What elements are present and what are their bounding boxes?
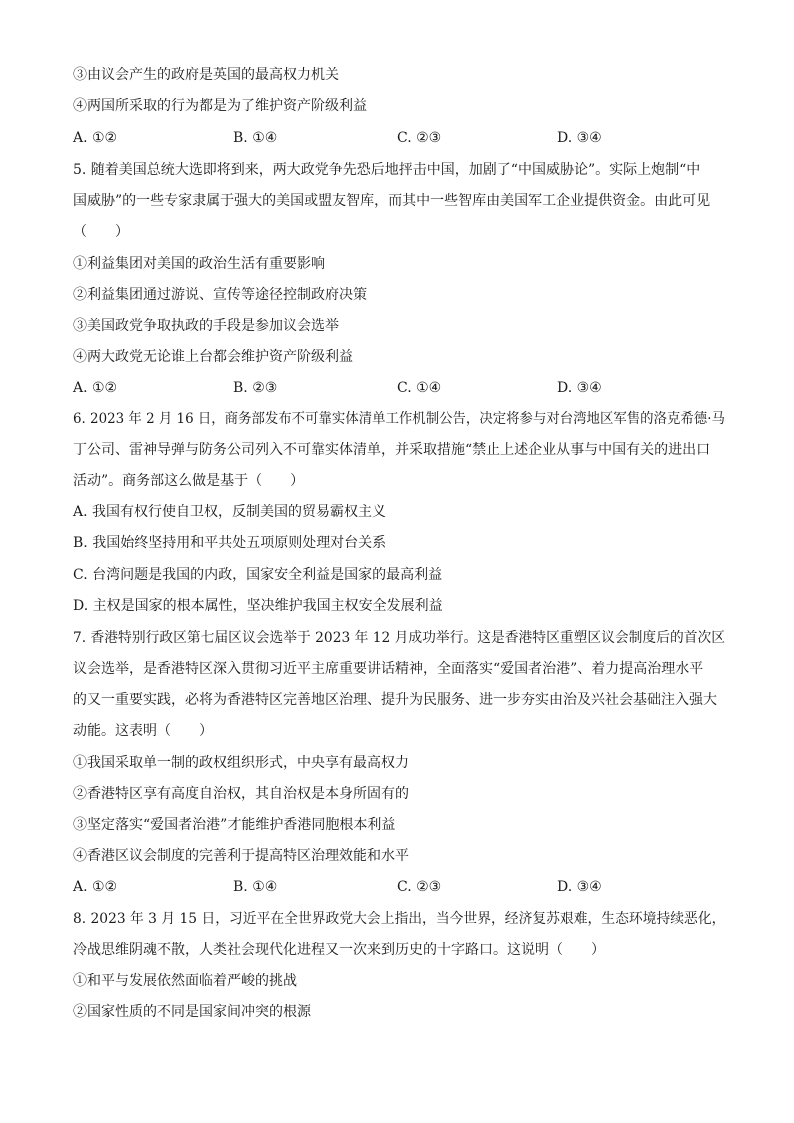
q7-option-c[interactable]: C. ②③ [397, 879, 442, 895]
q5-option-d[interactable]: D. ③④ [557, 380, 602, 396]
q7-item-4: ④香港区议会制度的完善利于提高特区治理效能和水平 [73, 848, 409, 864]
q7-stem-line-3: 的又一重要实践，必将为香港特区完善地区治理、提升为民服务、进一步夯实由治及兴社会基础注入强大 [73, 692, 717, 708]
q7-option-a[interactable]: A. ①② [73, 879, 118, 895]
q7-option-b[interactable]: B. ①④ [233, 879, 278, 895]
q6-stem-line-3: 活动”。商务部这么做是基于（ ） [73, 473, 305, 489]
q7-option-d[interactable]: D. ③④ [557, 879, 602, 895]
q7-item-1: ①我国采取单一制的政权组织形式，中央享有最高权力 [73, 755, 409, 771]
q5-stem-line-1: 5. 随着美国总统大选即将到来，两大政党争先恐后地抨击中国，加剧了“中国威胁论”。实际上炮制“中 [73, 162, 701, 178]
q5-item-2: ②利益集团通过游说、宣传等途径控制政府决策 [73, 287, 367, 303]
q8-stem-line-1: 8. 2023 年 3 月 15 日，习近平在全世界政党大会上指出，当今世界，经济复苏艰难，生态环境持续恶化， [73, 911, 726, 927]
q5-stem-line-2: 国威胁”的一些专家隶属于强大的美国或盟友智库，而其中一些智库由美国军工企业提供资金。由此可见 [73, 193, 711, 209]
q7-item-2: ②香港特区享有高度自治权，其自治权是本身所固有的 [73, 786, 409, 802]
q8-item-2: ②国家性质的不同是国家间冲突的根源 [73, 1004, 311, 1020]
q4-item-3: ③由议会产生的政府是英国的最高权力机关 [73, 67, 339, 83]
q5-item-1: ①利益集团对美国的政治生活有重要影响 [73, 256, 325, 272]
q5-stem-line-3: （ ） [73, 224, 129, 240]
q6-choice-d[interactable]: D. 主权是国家的根本属性，坚决维护我国主权安全发展利益 [73, 598, 443, 614]
q8-item-1: ①和平与发展依然面临着严峻的挑战 [73, 973, 297, 989]
q4-option-d[interactable]: D. ③④ [557, 130, 602, 146]
q6-choice-c[interactable]: C. 台湾问题是我国的内政，国家安全利益是国家的最高利益 [73, 567, 443, 583]
q6-stem-line-2: 丁公司、雷神导弹与防务公司列入不可靠实体清单，并采取措施“禁止上述企业从事与中国有关的进出口 [73, 442, 711, 458]
q5-option-c[interactable]: C. ①④ [397, 380, 442, 396]
q4-option-c[interactable]: C. ②③ [397, 130, 442, 146]
q4-option-a[interactable]: A. ①② [73, 130, 118, 146]
q5-option-a[interactable]: A. ①② [73, 380, 118, 396]
q6-stem-line-1: 6. 2023 年 2 月 16 日，商务部发布不可靠实体清单工作机制公告，决定将参与对台湾地区军售的洛克希德·马 [73, 411, 725, 427]
q6-choice-a[interactable]: A. 我国有权行使自卫权，反制美国的贸易霸权主义 [73, 504, 387, 520]
q5-option-b[interactable]: B. ②③ [233, 380, 278, 396]
q8-stem-line-2: 冷战思维阴魂不散，人类社会现代化进程又一次来到历史的十字路口。这说明（ ） [73, 942, 605, 958]
q6-choice-b[interactable]: B. 我国始终坚持用和平共处五项原则处理对台关系 [73, 535, 387, 551]
q7-item-3: ③坚定落实“爱国者治港”才能维护香港同胞根本利益 [73, 817, 396, 833]
q4-option-b[interactable]: B. ①④ [233, 130, 278, 146]
q4-item-4: ④两国所采取的行为都是为了维护资产阶级利益 [73, 98, 367, 114]
q7-stem-line-2: 议会选举，是香港特区深入贯彻习近平主席重要讲话精神，全面落实“爱国者治港”、着力提高治理水平 [73, 661, 704, 677]
q5-item-3: ③美国政党争取执政的手段是参加议会选举 [73, 318, 339, 334]
q5-item-4: ④两大政党无论谁上台都会维护资产阶级利益 [73, 349, 353, 365]
q7-stem-line-1: 7. 香港特别行政区第七届区议会选举于 2023 年 12 月成功举行。这是香港特区重塑区议会制度后的首次区 [73, 630, 726, 646]
q7-stem-line-4: 动能。这表明（ ） [73, 723, 213, 739]
